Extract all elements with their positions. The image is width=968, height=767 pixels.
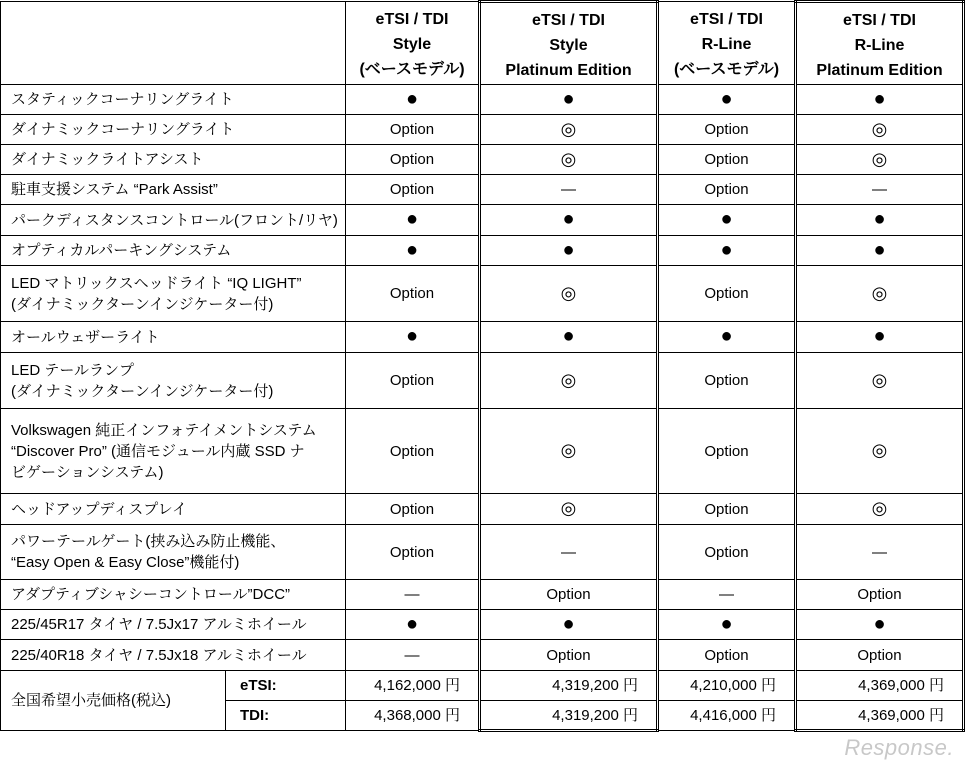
- feature-line: “Discover Pro” (通信モジュール内蔵 SSD ナ: [11, 442, 305, 460]
- feature-value: [346, 409, 480, 494]
- feature-value: [796, 322, 964, 353]
- standard-mark: ●: [405, 612, 419, 635]
- standard-platinum-mark: ◎: [871, 440, 888, 460]
- feature-line: アダプティブシャシーコントロール”DCC”: [11, 586, 291, 603]
- feature-name: [1, 580, 346, 610]
- feature-line: パークディスタンスコントロール(フロント/リヤ): [11, 211, 338, 229]
- price-type-tdi: TDI:: [226, 701, 346, 731]
- feature-value: [658, 236, 796, 266]
- feature-value: [658, 494, 796, 525]
- feature-name: [1, 322, 346, 353]
- feature-value: [480, 610, 658, 640]
- standard-mark: ●: [562, 208, 575, 230]
- feature-name: [1, 266, 346, 322]
- feature-row: [1, 409, 964, 494]
- feature-value: [346, 175, 480, 205]
- header-line2: R-Line: [701, 36, 752, 53]
- header-line3: Platinum Edition: [816, 61, 943, 79]
- feature-row: [1, 580, 964, 610]
- header-line2: Style: [549, 36, 588, 54]
- standard-mark: ●: [405, 87, 419, 110]
- feature-value: [796, 610, 964, 640]
- feature-value: [346, 525, 480, 580]
- option-label: Option: [704, 646, 749, 664]
- standard-mark: ●: [720, 208, 733, 230]
- feature-value: [658, 640, 796, 671]
- feature-row: [1, 205, 964, 236]
- feature-value: [346, 236, 480, 266]
- price-cell: 4,210,000 円: [658, 671, 796, 701]
- option-label: Option: [546, 586, 591, 603]
- option-label: Option: [389, 500, 435, 518]
- price-row-etsi: [1, 671, 964, 701]
- feature-value: [796, 266, 964, 322]
- option-label: Option: [704, 285, 749, 302]
- standard-mark: ●: [562, 325, 575, 347]
- feature-line: 225/45R17 タイヤ / 7.5Jx17 アルミホイール: [11, 616, 307, 633]
- standard-mark: ●: [562, 238, 575, 261]
- option-label: Option: [704, 181, 749, 198]
- feature-value: [658, 525, 796, 580]
- feature-value: [796, 494, 964, 525]
- feature-line: “Easy Open & Easy Close”機能付): [11, 554, 240, 571]
- not-available-mark: —: [872, 181, 887, 198]
- not-available-mark: —: [561, 543, 576, 561]
- feature-line: オールウェザーライト: [11, 328, 160, 346]
- feature-value: [480, 580, 658, 610]
- feature-value: [346, 322, 480, 353]
- feature-value: [658, 409, 796, 494]
- price-label: 全国希望小売価格(税込): [1, 671, 226, 731]
- feature-line: (ダイナミックターンインジケーター付): [11, 382, 274, 400]
- feature-value: [480, 640, 658, 671]
- feature-row: [1, 353, 964, 409]
- header-rline-platinum: [796, 2, 964, 85]
- feature-value: [346, 640, 480, 671]
- header-style-base: [346, 2, 480, 85]
- standard-mark: ●: [720, 612, 733, 635]
- header-line3: (ベースモデル): [359, 61, 465, 78]
- standard-mark: ●: [562, 612, 575, 635]
- standard-mark: ●: [873, 325, 886, 347]
- feature-value: [796, 409, 964, 494]
- option-label: Option: [389, 151, 435, 168]
- standard-platinum-mark: ◎: [560, 118, 577, 139]
- option-label: Option: [704, 500, 749, 518]
- feature-line: ダイナミックライトアシスト: [11, 151, 204, 168]
- option-label: Option: [857, 586, 902, 603]
- feature-value: [796, 525, 964, 580]
- standard-platinum-mark: ◎: [871, 118, 888, 139]
- feature-value: [796, 175, 964, 205]
- feature-value: [346, 610, 480, 640]
- standard-platinum-mark: ◎: [560, 440, 577, 460]
- feature-value: [346, 145, 480, 175]
- standard-platinum-mark: ◎: [871, 498, 888, 518]
- feature-value: [796, 145, 964, 175]
- feature-value: [658, 266, 796, 322]
- feature-row: [1, 175, 964, 205]
- feature-value: [658, 145, 796, 175]
- standard-mark: ●: [562, 87, 575, 110]
- feature-line: 駐車支援システム “Park Assist”: [11, 181, 218, 198]
- feature-row: [1, 494, 964, 525]
- price-rows: [1, 671, 964, 731]
- feature-value: [658, 115, 796, 145]
- feature-row: [1, 85, 964, 115]
- feature-value: [346, 205, 480, 236]
- feature-line: オプティカルパーキングシステム: [11, 242, 232, 259]
- standard-mark: ●: [873, 87, 886, 110]
- header-line3: Platinum Edition: [505, 61, 632, 79]
- feature-name: [1, 610, 346, 640]
- not-available-mark: —: [404, 646, 420, 664]
- feature-row: [1, 640, 964, 671]
- feature-value: [480, 145, 658, 175]
- feature-name: [1, 409, 346, 494]
- feature-name: [1, 494, 346, 525]
- not-available-mark: —: [404, 586, 420, 603]
- price-cell: 4,369,000 円: [796, 701, 964, 731]
- option-label: Option: [389, 372, 435, 389]
- header-style-platinum: [480, 2, 658, 85]
- feature-value: [480, 322, 658, 353]
- feature-name: [1, 175, 346, 205]
- feature-line: 225/40R18 タイヤ / 7.5Jx18 アルミホイール: [11, 646, 307, 664]
- header-line1: eTSI / TDI: [843, 11, 916, 29]
- feature-value: [480, 115, 658, 145]
- feature-name: [1, 236, 346, 266]
- feature-value: [796, 205, 964, 236]
- header-line1: eTSI / TDI: [690, 11, 763, 28]
- feature-value: [346, 115, 480, 145]
- standard-platinum-mark: ◎: [871, 148, 888, 169]
- price-cell: 4,319,200 円: [480, 671, 658, 701]
- standard-platinum-mark: ◎: [871, 369, 888, 390]
- standard-platinum-mark: ◎: [560, 282, 577, 303]
- header-corner: [1, 2, 346, 85]
- standard-mark: ●: [720, 325, 733, 347]
- header-line3: (ベースモデル): [673, 61, 780, 78]
- option-label: Option: [389, 442, 435, 460]
- header-line1: eTSI / TDI: [375, 11, 449, 28]
- option-label: Option: [704, 151, 749, 168]
- feature-value: [346, 266, 480, 322]
- price-cell: 4,162,000 円: [346, 671, 480, 701]
- price-cell: 4,369,000 円: [796, 671, 964, 701]
- header-rline-base: [658, 2, 796, 85]
- feature-value: [346, 580, 480, 610]
- feature-value: [480, 205, 658, 236]
- standard-platinum-mark: ◎: [560, 369, 577, 390]
- price-cell: 4,319,200 円: [480, 701, 658, 731]
- feature-name: [1, 145, 346, 175]
- feature-value: [480, 236, 658, 266]
- feature-value: [346, 85, 480, 115]
- option-label: Option: [389, 285, 435, 302]
- option-label: Option: [704, 442, 749, 460]
- feature-value: [658, 85, 796, 115]
- feature-name: [1, 85, 346, 115]
- header-row: [1, 2, 964, 85]
- feature-line: ダイナミックコーナリングライト: [11, 121, 235, 138]
- standard-mark: ●: [720, 238, 733, 261]
- feature-value: [658, 205, 796, 236]
- feature-row: [1, 525, 964, 580]
- feature-row: [1, 266, 964, 322]
- standard-mark: ●: [873, 208, 886, 230]
- feature-line: ヘッドアップディスプレイ: [11, 500, 187, 518]
- feature-value: [658, 353, 796, 409]
- feature-value: [480, 85, 658, 115]
- feature-value: [796, 353, 964, 409]
- feature-value: [658, 175, 796, 205]
- feature-value: [346, 353, 480, 409]
- feature-line: スタティックコーナリングライト: [11, 91, 234, 108]
- feature-value: [346, 494, 480, 525]
- standard-platinum-mark: ◎: [560, 148, 577, 169]
- feature-name: [1, 205, 346, 236]
- header-line1: eTSI / TDI: [532, 11, 605, 29]
- standard-mark: ●: [873, 238, 886, 261]
- feature-line: ビゲーションシステム): [11, 463, 164, 481]
- price-type-etsi: eTSI:: [226, 671, 346, 701]
- feature-value: [658, 322, 796, 353]
- feature-row: [1, 322, 964, 353]
- option-label: Option: [704, 121, 749, 138]
- feature-value: [480, 175, 658, 205]
- feature-value: [796, 115, 964, 145]
- option-label: Option: [546, 646, 591, 664]
- feature-row: [1, 145, 964, 175]
- feature-line: パワーテールゲート(挟み込み防止機能、: [11, 533, 286, 550]
- feature-value: [658, 580, 796, 610]
- feature-value: [796, 85, 964, 115]
- not-available-mark: —: [719, 586, 734, 603]
- feature-line: LED マトリックスヘッドライト “IQ LIGHT”: [11, 274, 302, 292]
- standard-mark: ●: [405, 238, 419, 261]
- feature-line: LED テールランプ: [11, 361, 135, 379]
- feature-value: [480, 409, 658, 494]
- response-watermark: Response.: [844, 735, 954, 760]
- feature-value: [480, 494, 658, 525]
- price-cell: 4,416,000 円: [658, 701, 796, 731]
- feature-value: [796, 580, 964, 610]
- option-label: Option: [857, 646, 902, 664]
- price-cell: 4,368,000 円: [346, 701, 480, 731]
- feature-line: Volkswagen 純正インフォテイメントシステム: [11, 421, 317, 439]
- standard-mark: ●: [405, 208, 419, 230]
- standard-platinum-mark: ◎: [871, 282, 888, 303]
- feature-name: [1, 525, 346, 580]
- header-line2: R-Line: [854, 36, 905, 54]
- feature-row: [1, 236, 964, 266]
- option-label: Option: [389, 181, 435, 198]
- feature-name: [1, 640, 346, 671]
- feature-name: [1, 353, 346, 409]
- feature-value: [480, 525, 658, 580]
- feature-value: [480, 266, 658, 322]
- feature-value: [658, 610, 796, 640]
- standard-mark: ●: [405, 325, 419, 347]
- standard-mark: ●: [873, 612, 886, 635]
- feature-value: [796, 640, 964, 671]
- feature-rows: [1, 85, 964, 671]
- header-line2: Style: [392, 36, 432, 53]
- option-label: Option: [389, 121, 435, 138]
- standard-mark: ●: [720, 87, 733, 110]
- feature-value: [480, 353, 658, 409]
- not-available-mark: —: [872, 543, 887, 561]
- feature-value: [796, 236, 964, 266]
- not-available-mark: —: [561, 181, 576, 198]
- option-label: Option: [389, 543, 435, 561]
- feature-row: [1, 610, 964, 640]
- feature-name: [1, 115, 346, 145]
- standard-platinum-mark: ◎: [560, 498, 577, 518]
- feature-line: (ダイナミックターンインジケーター付): [11, 295, 274, 313]
- option-label: Option: [704, 372, 749, 389]
- feature-row: [1, 115, 964, 145]
- option-label: Option: [704, 543, 749, 561]
